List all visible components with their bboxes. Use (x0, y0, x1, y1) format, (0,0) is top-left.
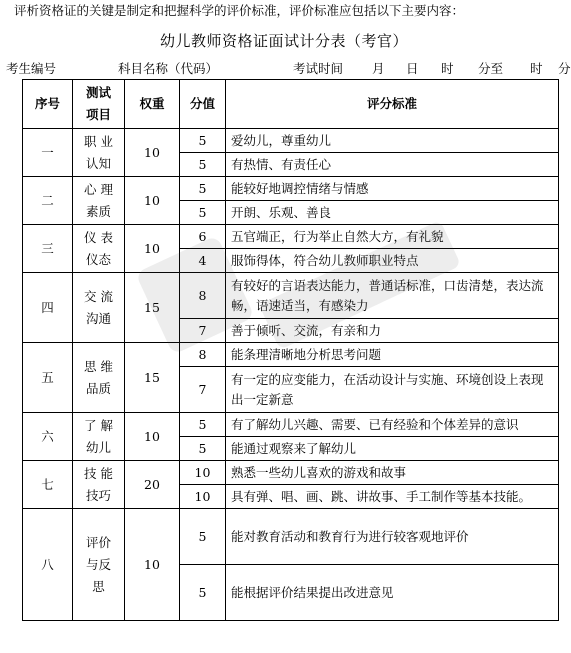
weight-cell: 10 (125, 129, 180, 177)
score-cell: 8 (180, 273, 226, 319)
test-item-line: 沟通 (85, 310, 111, 326)
score-cell: 5 (180, 509, 226, 565)
table-row (23, 343, 559, 367)
row-number: 八 (23, 509, 73, 621)
minute-to-label: 分至 (478, 61, 504, 76)
score-cell: 5 (180, 177, 226, 201)
score-cell: 5 (180, 201, 226, 225)
test-item (73, 509, 125, 621)
test-item (73, 461, 125, 509)
test-item-line: 品质 (85, 380, 111, 396)
test-item-line: 与反 (85, 556, 111, 572)
test-item-line: 素质 (85, 203, 111, 219)
minute2-label: 分 (558, 61, 571, 76)
row-number: 二 (23, 177, 73, 225)
test-item-line: 认知 (85, 155, 111, 171)
score-cell: 10 (180, 461, 226, 485)
table-row (23, 177, 559, 201)
header-item-line2: 项目 (85, 107, 111, 122)
table-row (23, 461, 559, 485)
test-item-line: 技巧 (85, 487, 111, 503)
test-item-line: 仪 表 (84, 229, 113, 245)
header-criteria: 评分标准 (226, 80, 559, 129)
row-number: 一 (23, 129, 73, 177)
score-cell: 5 (180, 413, 226, 437)
criteria-cell: 有较好的言语表达能力，普通话标准，口齿清楚，表达流畅，语速适当，有感染力 (226, 273, 559, 319)
table-title: 幼儿教师资格证面试计分表（考官） (159, 32, 408, 50)
score-cell: 4 (180, 249, 226, 273)
weight-cell: 10 (125, 509, 180, 621)
test-item (73, 413, 125, 461)
row-number: 三 (23, 225, 73, 273)
header-no: 序号 (23, 80, 73, 129)
row-number: 五 (23, 343, 73, 413)
test-item-line: 仪态 (85, 251, 111, 267)
criteria-cell: 开朗、乐观、善良 (226, 201, 559, 225)
weight-cell: 20 (125, 461, 180, 509)
criteria-cell: 善于倾听、交流，有亲和力 (226, 319, 559, 343)
score-cell: 6 (180, 225, 226, 249)
score-cell: 5 (180, 153, 226, 177)
hour2-label: 时 (530, 61, 543, 76)
scoring-table (22, 79, 559, 621)
test-item-line: 职 业 (84, 133, 113, 149)
test-item-line: 心 理 (84, 181, 113, 197)
score-cell: 7 (180, 367, 226, 413)
test-item-line: 交 流 (84, 288, 113, 304)
row-number: 七 (23, 461, 73, 509)
weight-cell: 10 (125, 177, 180, 225)
criteria-cell: 爱幼儿，尊重幼儿 (226, 129, 559, 153)
criteria-cell: 有热情、有责任心 (226, 153, 559, 177)
header-item-line1: 测试 (85, 85, 111, 100)
table-row (23, 413, 559, 437)
test-item-line: 思 维 (84, 358, 113, 374)
test-item (73, 343, 125, 413)
table-row (23, 509, 559, 565)
header-item (73, 80, 125, 129)
score-cell: 5 (180, 129, 226, 153)
test-item-line: 了 解 (84, 417, 113, 433)
test-item-line: 评价 (85, 534, 111, 550)
score-cell: 5 (180, 565, 226, 621)
criteria-cell: 能较好地调控情绪与情感 (226, 177, 559, 201)
score-cell: 10 (180, 485, 226, 509)
test-item (73, 129, 125, 177)
score-cell: 5 (180, 437, 226, 461)
intro-text: 评析资格证的关键是制定和把握科学的评价标准，评价标准应包括以下主要内容： (14, 3, 465, 18)
weight-cell: 10 (125, 225, 180, 273)
exam-time-label: 考试时间 (293, 61, 344, 76)
criteria-cell: 熟悉一些幼儿喜欢的游戏和故事 (226, 461, 559, 485)
day-label: 日 (406, 61, 419, 76)
criteria-cell: 能对教育活动和教育行为进行较客观地评价 (226, 509, 559, 565)
weight-cell: 15 (125, 273, 180, 343)
criteria-cell: 能条理清晰地分析思考问题 (226, 343, 559, 367)
header-score: 分值 (180, 80, 226, 129)
criteria-cell: 五官端正，行为举止自然大方，有礼貌 (226, 225, 559, 249)
criteria-cell: 有了解幼儿兴趣、需要、已有经验和个体差异的意识 (226, 413, 559, 437)
header-weight: 权重 (125, 80, 180, 129)
test-item (73, 225, 125, 273)
subject-label: 科目名称（代码） (118, 61, 219, 76)
criteria-cell: 具有弹、唱、画、跳、讲故事、手工制作等基本技能。 (226, 485, 559, 509)
score-cell: 8 (180, 343, 226, 367)
hour-label: 时 (441, 61, 454, 76)
criteria-cell: 服饰得体，符合幼儿教师职业特点 (226, 249, 559, 273)
candidate-no-label: 考生编号 (6, 61, 57, 76)
test-item-line: 思 (92, 578, 105, 594)
score-cell: 7 (180, 319, 226, 343)
row-number: 四 (23, 273, 73, 343)
criteria-cell: 有一定的应变能力，在活动设计与实施、环境创设上表现出一定新意 (226, 367, 559, 413)
test-item-line: 技 能 (84, 465, 113, 481)
weight-cell: 10 (125, 413, 180, 461)
table-row (23, 129, 559, 153)
month-label: 月 (372, 61, 385, 76)
header-row (23, 80, 559, 129)
table-row (23, 225, 559, 249)
row-number: 六 (23, 413, 73, 461)
table-row (23, 273, 559, 319)
criteria-cell: 能通过观察来了解幼儿 (226, 437, 559, 461)
test-item (73, 177, 125, 225)
weight-cell: 15 (125, 343, 180, 413)
test-item (73, 273, 125, 343)
exam-info-line (0, 59, 571, 77)
test-item-line: 幼儿 (85, 439, 111, 455)
criteria-cell: 能根据评价结果提出改进意见 (226, 565, 559, 621)
